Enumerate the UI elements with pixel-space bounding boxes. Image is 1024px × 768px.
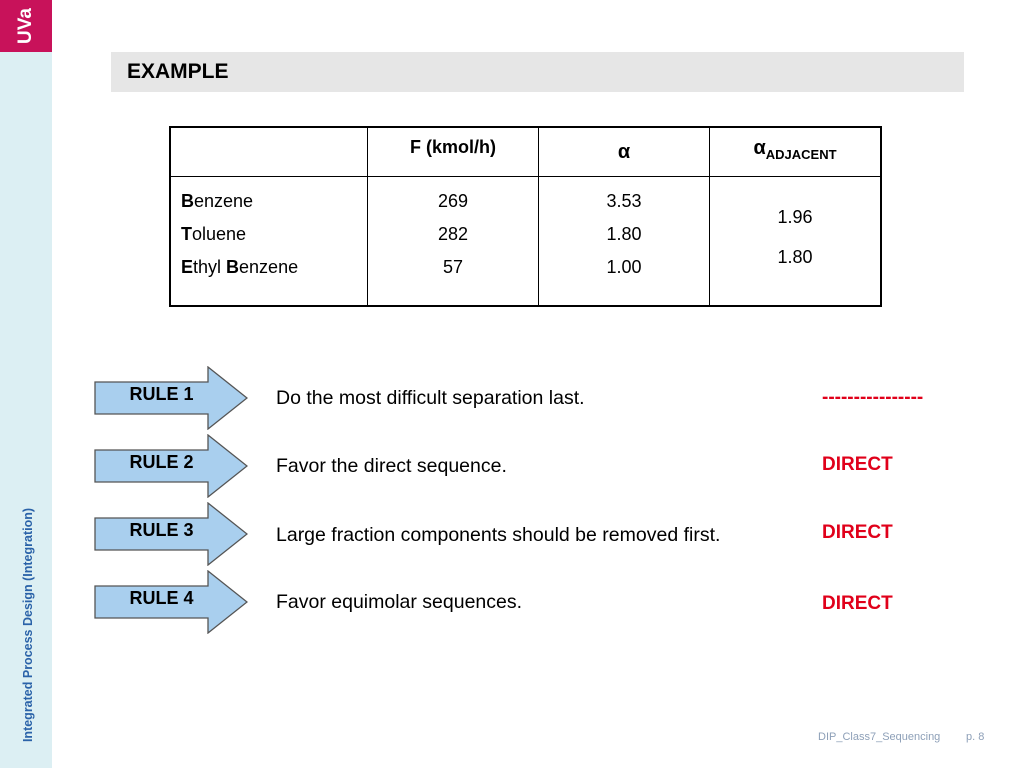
- rule-result: ----------------: [822, 387, 924, 408]
- alpha-values-cell: [539, 177, 710, 307]
- alpha-adjacent-value: 1.80: [777, 247, 813, 267]
- flow-value: 269: [437, 191, 469, 211]
- rule-label: RULE 4: [129, 588, 194, 608]
- rule-row-3: [94, 502, 944, 566]
- flow-value: 57: [442, 257, 464, 277]
- table-row: [170, 177, 881, 307]
- header-alpha-label: α: [617, 140, 631, 163]
- footer-page-number: p. 8: [966, 731, 985, 743]
- alpha-value: 3.53: [606, 191, 642, 211]
- rule-row-2: [94, 434, 944, 498]
- rule-row-1: [94, 366, 944, 430]
- alpha-value: 1.00: [606, 257, 642, 277]
- rule-text: Favor the direct sequence.: [276, 455, 507, 477]
- rule-text: Favor equimolar sequences.: [276, 591, 523, 613]
- component-table: [169, 126, 882, 307]
- rule-result: DIRECT: [822, 522, 893, 543]
- rule-row-4: [94, 570, 944, 634]
- rule-result: DIRECT: [822, 454, 893, 475]
- rule-label: RULE 2: [129, 452, 194, 472]
- component-names-cell: [170, 177, 368, 307]
- component-benzene: Benzene: [181, 191, 254, 211]
- footer-filename: DIP_Class7_Sequencing: [818, 731, 941, 743]
- rule-text: Large fraction components should be removed first.: [276, 524, 721, 546]
- sidebar: [0, 0, 52, 768]
- header-empty: [170, 127, 368, 177]
- alpha-adjacent-value: 1.96: [777, 207, 813, 227]
- header-alpha-adjacent-symbol: α: [753, 136, 766, 159]
- course-title: Integrated Process Design (Integration): [21, 507, 35, 743]
- title-bar: [111, 52, 964, 92]
- alpha-value: 1.80: [606, 224, 642, 244]
- flow-value: 282: [437, 224, 469, 244]
- rule-result: DIRECT: [822, 593, 893, 614]
- header-alpha-adjacent: [710, 127, 882, 177]
- rule-text: Do the most difficult separation last.: [276, 387, 585, 409]
- component-ethylbenzene: Ethyl Benzene: [181, 257, 299, 277]
- table-header-row: [170, 127, 881, 177]
- flow-values-cell: [368, 177, 539, 307]
- logo-text: UVa: [15, 8, 36, 44]
- header-flow: [368, 127, 539, 177]
- rule-label: RULE 1: [129, 384, 194, 404]
- rule-label: RULE 3: [129, 520, 194, 540]
- uva-logo: [0, 0, 52, 52]
- slide-title: EXAMPLE: [127, 60, 229, 83]
- header-alpha: [539, 127, 710, 177]
- header-flow-label: F (kmol/h): [410, 136, 496, 157]
- component-toluene: Toluene: [181, 224, 247, 244]
- alpha-adjacent-values-cell: [710, 177, 882, 307]
- header-alpha-adjacent-subscript: ADJACENT: [765, 146, 837, 162]
